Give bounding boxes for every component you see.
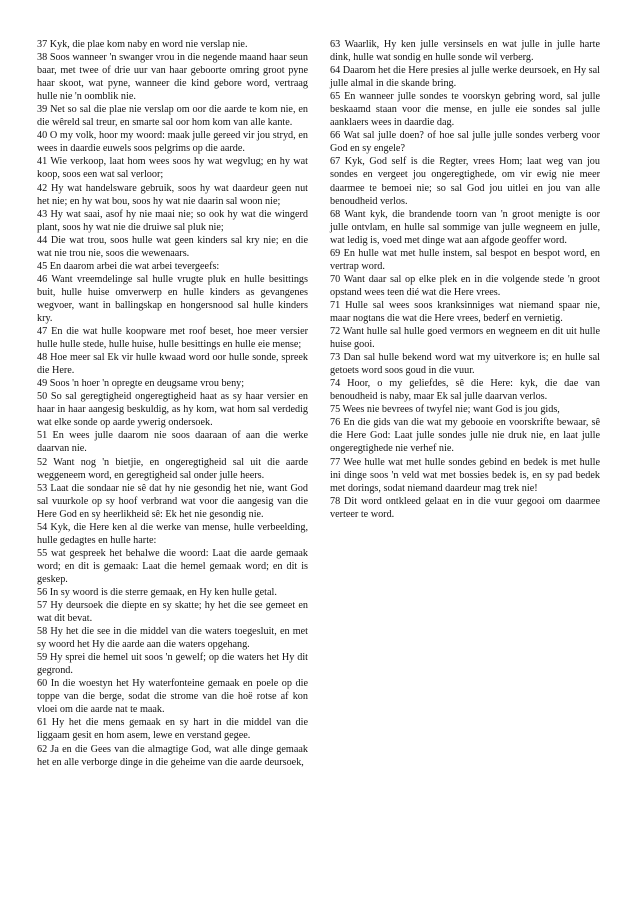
verse-paragraph: 69 En hulle wat met hulle instem, sal bespot en bespot word, en vertrap word. — [330, 247, 600, 272]
verse-paragraph: 77 Wee hulle wat met hulle sondes gebind en bedek is met hulle ini dinge soos 'n veld wat met bossies bedek is, en sy pad bedek met dorings, sodat niemand daardeur mag trek nie! — [330, 456, 600, 494]
verse-paragraph: 47 En die wat hulle koopware met roof beset, hoe meer versier hulle hulle stede, hulle huise, hulle besittings en hulle eie mense; — [37, 326, 308, 351]
verse-paragraph: 43 Hy wat saai, asof hy nie maai nie; so ook hy wat die wingerd plant, soos hy wat nie die druiwe sal pluk nie; — [37, 208, 308, 233]
verse-paragraph: 63 Waarlik, Hy ken julle versinsels en wat julle in julle harte dink, hulle wat sondig en hulle sonde wil verberg. — [330, 39, 600, 64]
verse-paragraph: 74 Hoor, o my geliefdes, sê die Here: kyk, die dae van benoudheid is naby, maar Ek sal julle daarvan verlos. — [330, 378, 600, 403]
verse-paragraph: 58 Hy het die see in die middel van die waters toegesluit, en met sy woord het Hy die aarde aan die waters opgehang. — [37, 626, 308, 651]
verse-paragraph: 70 Want daar sal op elke plek en in die volgende stede 'n groot opstand wees teen dié wat die Here vrees. — [330, 273, 600, 298]
verse-paragraph: 37 Kyk, die plae kom naby en word nie verslap nie. — [37, 39, 248, 50]
verse-paragraph: 62 Ja en die Gees van die almagtige God, wat alle dinge gemaak het en alle verborge dinge in die geheime van die aarde deursoek, — [37, 743, 308, 768]
verse-paragraph: 78 Dit word ontkleed gelaat en in die vuur gegooi om daarmee verteer te word. — [330, 495, 600, 520]
verse-paragraph: 40 O my volk, hoor my woord: maak julle gereed vir jou stryd, en wees in daardie euwels soos pelgrims op die aarde. — [37, 130, 308, 155]
verse-paragraph: 65 En wanneer julle sondes te voorskyn gebring word, sal julle beskaamd staan voor die mense, en julle eie sondes sal julle aanklaers wees in daardie dag. — [330, 91, 600, 129]
text-column-left — [37, 38, 308, 769]
verse-paragraph: 38 Soos wanneer 'n swanger vrou in die negende maand haar seun baar, met twee of drie uur van haar geboorte omring groot pyne haar skoot, wat pyne, wanneer die kind gebore word, vertraag hulle nie 'n oomblik nie. — [37, 52, 308, 103]
verse-paragraph: 66 Wat sal julle doen? of hoe sal julle julle sondes verberg voor God en sy engele? — [330, 130, 600, 155]
verse-paragraph: 59 Hy sprei die hemel uit soos 'n gewelf; op die waters het Hy dit gegrond. — [37, 652, 308, 677]
verse-paragraph: 53 Laat die sondaar nie sê dat hy nie gesondig het nie, want God sal vuurkole op sy hoof verbrand wat voor die aangesig van die Here God en sy heerlikheid sê: Ek het nie gesondig nie. — [37, 482, 308, 520]
verse-paragraph: 42 Hy wat handelsware gebruik, soos hy wat daardeur geen nut het nie; en hy wat bou, soos hy wat nie daarin sal woon nie; — [37, 182, 308, 207]
verse-paragraph: 44 Die wat trou, soos hulle wat geen kinders sal kry nie; en die wat nie trou nie, soos die wewenaars. — [37, 234, 308, 259]
verse-paragraph: 48 Hoe meer sal Ek vir hulle kwaad word oor hulle sonde, spreek die Here. — [37, 352, 308, 377]
verse-paragraph: 39 Net so sal die plae nie verslap om oor die aarde te kom nie, en die wêreld sal treur, en smarte sal oor hom kom van alle kante. — [37, 104, 308, 129]
verse-paragraph: 57 Hy deursoek die diepte en sy skatte; hy het die see gemeet en wat dit bevat. — [37, 600, 308, 625]
verse-paragraph: 61 Hy het die mens gemaak en sy hart in die middel van die liggaam gesit en hom asem, lewe en verstand gegee. — [37, 717, 308, 742]
verse-paragraph: 52 Want nog 'n bietjie, en ongeregtigheid sal uit die aarde weggeneem word, en geregtigheid sal onder julle heers. — [37, 456, 308, 481]
verse-paragraph: 73 Dan sal hulle bekend word wat my uitverkore is; en hulle sal getoets word soos goud in die vuur. — [330, 352, 600, 377]
verse-paragraph: 56 In sy woord is die sterre gemaak, en Hy ken hulle getal. — [37, 586, 277, 598]
verse-paragraph: 55 wat gespreek het behalwe die woord: Laat die aarde gemaak word; en dit is gemaak: Laat die hemel gemaak word; en dit is geskep. — [37, 547, 308, 585]
verse-paragraph: 67 Kyk, God self is die Regter, vrees Hom; laat weg van jou sondes en vergeet jou ongeregtighede, om vir ewig nie meer daarmee te bemoei nie; so sal God jou uitlei en jou van alle benoudheid verlos. — [330, 156, 600, 207]
verse-paragraph: 49 Soos 'n hoer 'n opregte en deugsame vrou beny; — [37, 378, 245, 390]
verse-paragraph: 50 So sal geregtigheid ongeregtigheid haat as sy haar versier en haar in haar aangesig beskuldig, as hy kom, wat hom sal verdedig wat elke sonde op aarde ywerig ondersoek. — [37, 391, 308, 429]
verse-paragraph: 54 Kyk, die Here ken al die werke van mense, hulle verbeelding, hulle gedagtes en hulle harte: — [37, 521, 308, 546]
verse-paragraph: 64 Daarom het die Here presies al julle werke deursoek, en Hy sal julle almal in die skande bring. — [330, 65, 600, 90]
text-column-right — [330, 38, 600, 521]
verse-paragraph: 68 Want kyk, die brandende toorn van 'n groot menigte is oor julle ontvlam, en hulle sal sommige van julle wegneem en julle, wat ledig is, voed met dinge wat aan afgode geoffer word. — [330, 208, 600, 246]
verse-paragraph: 76 En die gids van die wat my gebooie en voorskrifte bewaar, sê die Here God: Laat julle sondes julle nie druk nie, en laat julle ongeregtighede nie verhef nie. — [330, 417, 600, 455]
verse-paragraph: 60 In die woestyn het Hy waterfonteine gemaak en poele op die toppe van die berge, sodat die strome van die hoë rotse af kon vloei om die aarde nat te maak. — [37, 678, 308, 716]
verse-paragraph: 46 Want vreemdelinge sal hulle vrugte pluk en hulle besittings buit, hulle huise omverwerp en hulle kinders as gevangenes wegvoer, want in ballingskap en hongersnood sal hulle kinders kry. — [37, 273, 308, 324]
verse-paragraph: 45 En daarom arbei die wat arbei tevergeefs: — [37, 260, 220, 272]
verse-paragraph: 51 En wees julle daarom nie soos daaraan of aan die werke daarvan nie. — [37, 430, 308, 455]
verse-paragraph: 75 Wees nie bevrees of twyfel nie; want God is jou gids, — [330, 404, 560, 416]
verse-paragraph: 41 Wie verkoop, laat hom wees soos hy wat wegvlug; en hy wat koop, soos een wat sal verloor; — [37, 156, 308, 181]
verse-paragraph: 71 Hulle sal wees soos kranksinniges wat niemand spaar nie, maar nogtans die wat die Here vrees, bederf en vernietig. — [330, 299, 600, 324]
verse-paragraph: 72 Want hulle sal hulle goed vermors en wegneem en dit uit hulle huise gooi. — [330, 326, 600, 351]
